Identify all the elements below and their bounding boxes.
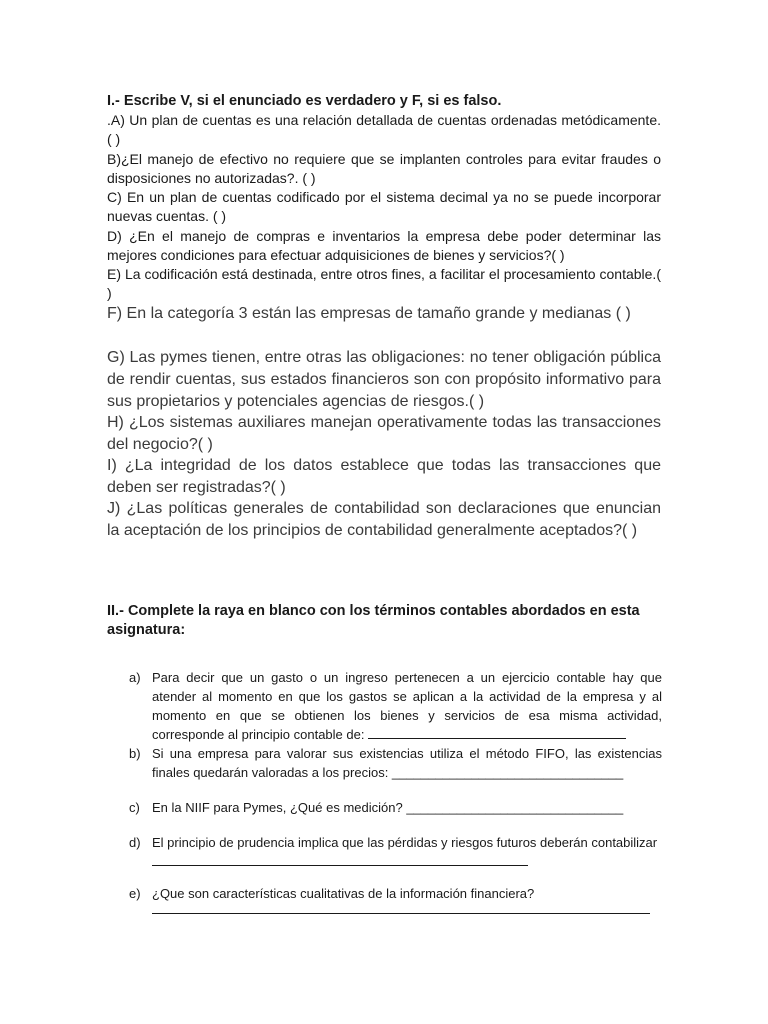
question-i: I) ¿La integridad de los datos establece que todas las transacciones que deben ser registradas?( ) [107,457,661,496]
question-d: D) ¿En el manejo de compras e inventarios la empresa debe poder determinar las mejores condiciones para efectuar adquisiciones de bienes y servicios?( ) [107,228,661,263]
section-2-title: II.- Complete la raya en blanco con los términos contables abordados en esta asignatura: [107,603,640,638]
item-d-blank[interactable] [152,853,528,866]
question-a: .A) Un plan de cuentas es una relación detallada de cuentas ordenadas metódicamente. ( ) [107,112,661,147]
item-b-text: Si una empresa para valorar sus existencias utiliza el método FIFO, las existencias finales quedarán valoradas a los precios: ________________________________ [152,746,662,780]
item-c-label: c) [129,800,140,815]
item-a-text: Para decir que un gasto o un ingreso pertenecen a un ejercicio contable hay que atender al momento en que los gastos se aplican a la actividad de la empresa y al momento en que se obtienen los bienes y servicios de esa misma actividad, corresponde al principio contable de: [152,670,662,742]
item-d-label: d) [129,835,141,850]
question-g: G) Las pymes tienen, entre otras las obligaciones: no tener obligación pública de rendir cuentas, sus estados financieros son con propósito informativo para sus propietarios y potenciales agencias de riesgos.( ) [107,349,661,410]
item-a-blank[interactable] [368,726,626,739]
question-e: E) La codificación está destinada, entre otros fines, a facilitar el procesamiento contable.( ) [107,266,661,301]
section-1-title: I.- Escribe V, si el enunciado es verdadero y F, si es falso. [107,93,502,109]
item-c-text: En la NIIF para Pymes, ¿Qué es medición? ______________________________ [152,800,624,815]
item-a-label: a) [129,670,141,685]
question-c: C) En un plan de cuentas codificado por el sistema decimal ya no se puede incorporar nuevas cuentas. ( ) [107,189,661,224]
question-j: J) ¿Las políticas generales de contabilidad son declaraciones que enuncian la aceptación de los principios de contabilidad generalmente aceptados?( ) [107,500,661,539]
question-f: F) En la categoría 3 están las empresas de tamaño grande y medianas ( ) [107,305,631,322]
item-d-text: El principio de prudencia implica que las pérdidas y riesgos futuros deberán contabilizar [152,835,658,850]
question-b: B)¿El manejo de efectivo no requiere que se implanten controles para evitar fraudes o disposiciones no autorizadas?. ( ) [107,151,661,186]
item-e-text: ¿Que son características cualitativas de la información financiera? [152,886,535,901]
question-h: H) ¿Los sistemas auxiliares manejan operativamente todas las transacciones del negocio?( ) [107,414,661,453]
item-b-label: b) [129,746,141,761]
item-e-label: e) [129,886,141,901]
